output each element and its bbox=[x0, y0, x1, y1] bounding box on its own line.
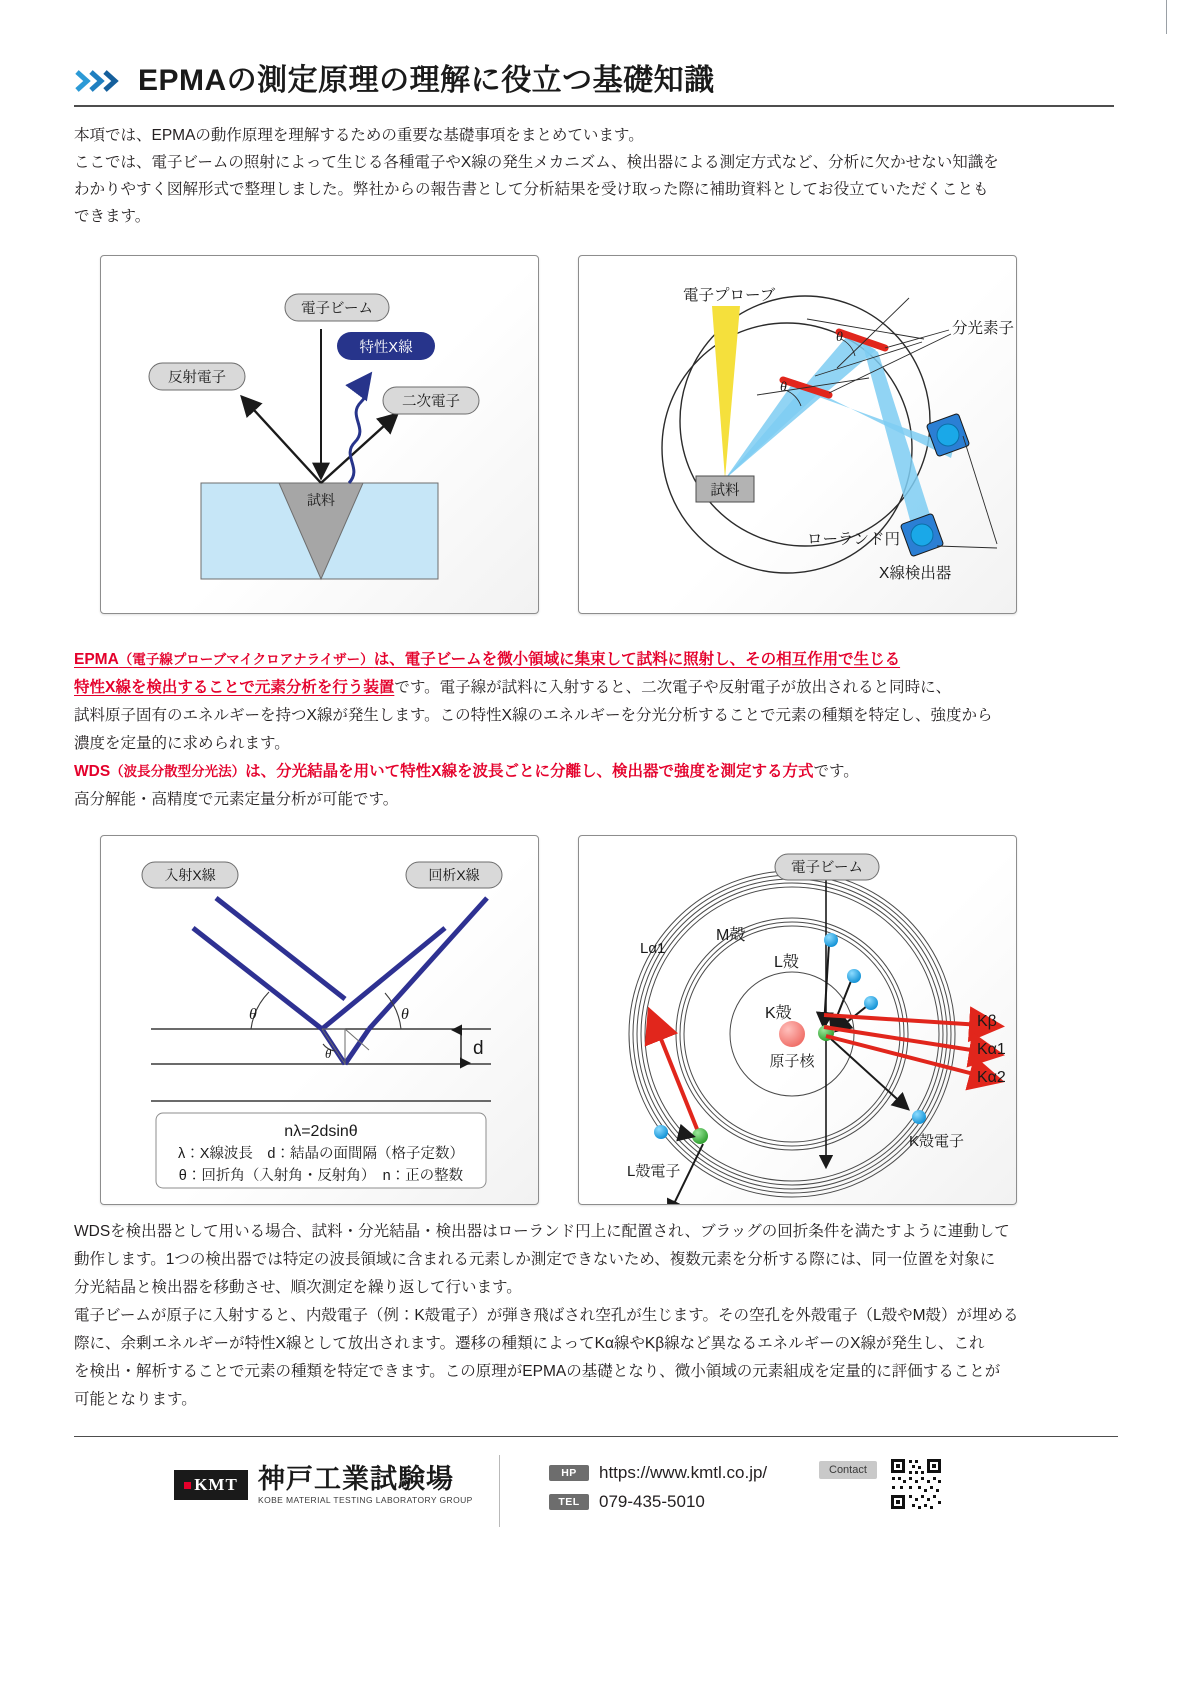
fig2-sample-box bbox=[696, 476, 754, 502]
fig4-label-m-shell: M殻 bbox=[716, 927, 746, 944]
fig3-formula-l2: λ：X線波長 d：結晶の面間隔（格子定数） bbox=[178, 1146, 464, 1162]
svg-text:特性X線: 特性X線 bbox=[359, 340, 413, 356]
hp-tag: HP bbox=[549, 1465, 589, 1481]
fig2-label-crystal: 分光素子 bbox=[952, 320, 1015, 337]
homepage-row bbox=[549, 1463, 767, 1483]
company-logo bbox=[174, 1465, 473, 1505]
fig4-label-l-shell: L殻 bbox=[774, 954, 799, 971]
fig4-label-l-alpha1: Lα1 bbox=[640, 940, 666, 957]
bottom-p1-line-2: 動作します。1つの検出器では特定の波長領域に含まれる元素しか測定できないため、複数元素を分析する際には、同一位置を対象に bbox=[74, 1251, 996, 1268]
company-name-ja: 神戸工業試験場 bbox=[258, 1464, 454, 1494]
bottom-p2-line-3: を検出・解析することで元素の種類を特定できます。この原理がEPMAの基礎となり、微小領域の元素組成を定量的に評価することが bbox=[74, 1363, 1001, 1380]
bottom-p2-line-4: 可能となります。 bbox=[74, 1391, 197, 1408]
svg-text:二次電子: 二次電子 bbox=[402, 394, 460, 410]
svg-text:電子ビーム: 電子ビーム bbox=[791, 860, 863, 876]
fig2-theta-2: θ bbox=[780, 380, 787, 395]
telephone-row bbox=[549, 1492, 767, 1512]
svg-text:入射X線: 入射X線 bbox=[164, 867, 216, 883]
page-header bbox=[74, 66, 1114, 107]
fig4-label-k-alpha1: Kα1 bbox=[977, 1041, 1006, 1058]
logo-square-icon bbox=[184, 1482, 191, 1489]
fig3-pill-diffracted bbox=[406, 862, 502, 888]
fig4-label-k-alpha2: Kα2 bbox=[977, 1069, 1006, 1086]
fig3-pill-incident bbox=[142, 862, 238, 888]
fig3-theta-center: θ bbox=[325, 1046, 332, 1061]
intro-line-4: できます。 bbox=[74, 208, 151, 225]
hp-url[interactable]: https://www.kmtl.co.jp/ bbox=[599, 1463, 768, 1482]
svg-text:試料: 試料 bbox=[710, 483, 740, 499]
fig4-label-l-shell-electron: L殻電子 bbox=[627, 1163, 681, 1180]
qr-code-icon[interactable] bbox=[889, 1457, 943, 1511]
bottom-p2-line-1: 電子ビームが原子に入射すると、内殻電子（例：K殻電子）が弾き飛ばされ空孔が生じます。その空孔を外殻電子（L殻やM殻）が埋める bbox=[74, 1307, 1019, 1324]
fig4-label-nucleus: 原子核 bbox=[769, 1053, 815, 1070]
bottom-p2-line-2: 際に、余剰エネルギーが特性X線として放出されます。遷移の種類によってKα線やKβ線など異なるエネルギーのX線が発生し、これ bbox=[74, 1335, 985, 1352]
footer-vertical-divider bbox=[499, 1455, 500, 1527]
intro-line-2: ここでは、電子ビームの照射によって生じる各種電子やX線の発生メカニズム、検出器による測定方式など、分析に欠かせない知識を bbox=[74, 154, 999, 171]
bottom-p1-line-3: 分光結晶と検出器を移動させ、順次測定を繰り返して行います。 bbox=[74, 1279, 522, 1296]
bottom-p1-line-1: WDSを検出器として用いる場合、試料・分光結晶・検出器はローランド円上に配置され、ブラッグの回折条件を満たすように連動して bbox=[74, 1223, 1010, 1240]
fig2-label-rowland: ローランド円 bbox=[807, 531, 901, 548]
fig1-pill-backscattered bbox=[149, 363, 245, 390]
corner-tick bbox=[1166, 0, 1167, 34]
page-footer bbox=[74, 1455, 1118, 1545]
contact-info bbox=[549, 1463, 767, 1521]
figure-electron-beam-signals bbox=[100, 255, 539, 614]
contact-button[interactable]: Contact bbox=[819, 1461, 877, 1479]
fig3-formula-eq: nλ=2dsinθ bbox=[284, 1123, 358, 1140]
fig1-pill-secondary bbox=[383, 387, 479, 414]
fig2-detector-bottom bbox=[900, 513, 944, 557]
intro-paragraph bbox=[74, 122, 1118, 230]
fig1-pill-characteristic-xray bbox=[337, 332, 435, 360]
midtext-line-5: WDS（波長分散型分光法）は、分光結晶を用いて特性X線を波長ごとに分離し、検出器で強度を測定する方式です。 bbox=[74, 763, 859, 780]
intro-line-3: わかりやすく図解形式で整理しました。弊社からの報告書として分析結果を受け取った際に補助資料としてお役立ていただくことも bbox=[74, 181, 989, 198]
fig3-formula-l3: θ：回折角（入射角・反射角） n：正の整数 bbox=[178, 1168, 464, 1184]
fig3-theta-left: θ bbox=[249, 1006, 257, 1023]
footer-divider bbox=[74, 1436, 1118, 1437]
midtext-line-2: 特性X線を検出することで元素分析を行う装置です。電子線が試料に入射すると、二次電子や反射電子が放出されると同時に、 bbox=[74, 679, 952, 696]
figure-rowland-circle bbox=[578, 255, 1017, 614]
figure-bragg-diffraction bbox=[100, 835, 539, 1205]
svg-text:回析X線: 回析X線 bbox=[428, 867, 480, 883]
fig4-label-k-shell-electron: K殻電子 bbox=[909, 1133, 965, 1150]
fig3-formula-box bbox=[156, 1113, 486, 1188]
midtext-line-1: EPMA（電子線プローブマイクロアナライザー）は、電子ビームを微小領域に集束して試料に照射し、その相互作用で生じる bbox=[74, 651, 901, 668]
bottomtext-block bbox=[74, 1218, 1118, 1414]
title-divider bbox=[74, 105, 1114, 107]
tel-number[interactable]: 079-435-5010 bbox=[599, 1492, 705, 1511]
double-chevron-right-icon bbox=[74, 66, 124, 96]
fig2-label-detector: X線検出器 bbox=[879, 565, 952, 582]
svg-text:反射電子: 反射電子 bbox=[168, 370, 226, 386]
midtext-line-3: 試料原子固有のエネルギーを持つX線が発生します。この特性X線のエネルギーを分光分析することで元素の種類を特定し、強度から bbox=[74, 707, 993, 724]
company-name-en: KOBE MATERIAL TESTING LABORATORY GROUP bbox=[258, 1495, 473, 1506]
page-title: EPMAの測定原理の理解に役立つ基礎知識 bbox=[138, 64, 715, 97]
fig2-detector-right bbox=[926, 413, 970, 457]
fig2-label-probe: 電子プローブ bbox=[683, 287, 776, 304]
fig4-pill-electron-beam bbox=[775, 854, 879, 880]
fig3-theta-right: θ bbox=[401, 1006, 409, 1023]
midtext-block bbox=[74, 646, 1118, 814]
kmt-logo-mark: KMT bbox=[174, 1470, 248, 1500]
midtext-line-6: 高分解能・高精度で元素定量分析が可能です。 bbox=[74, 791, 399, 808]
intro-line-1: 本項では、EPMAの動作原理を理解するための重要な基礎事項をまとめています。 bbox=[74, 127, 644, 144]
fig3-label-d: d bbox=[473, 1038, 484, 1059]
fig1-label-sample: 試料 bbox=[307, 492, 335, 508]
fig4-label-k-shell: K殻 bbox=[765, 1005, 792, 1022]
fig2-theta-1: θ bbox=[836, 330, 843, 345]
tel-tag: TEL bbox=[549, 1494, 589, 1510]
figure-atomic-shells bbox=[578, 835, 1017, 1205]
svg-text:電子ビーム: 電子ビーム bbox=[301, 301, 373, 317]
midtext-line-4: 濃度を定量的に求められます。 bbox=[74, 735, 290, 752]
fig1-pill-electron-beam bbox=[285, 294, 389, 321]
fig4-label-k-beta: Kβ bbox=[977, 1013, 997, 1030]
